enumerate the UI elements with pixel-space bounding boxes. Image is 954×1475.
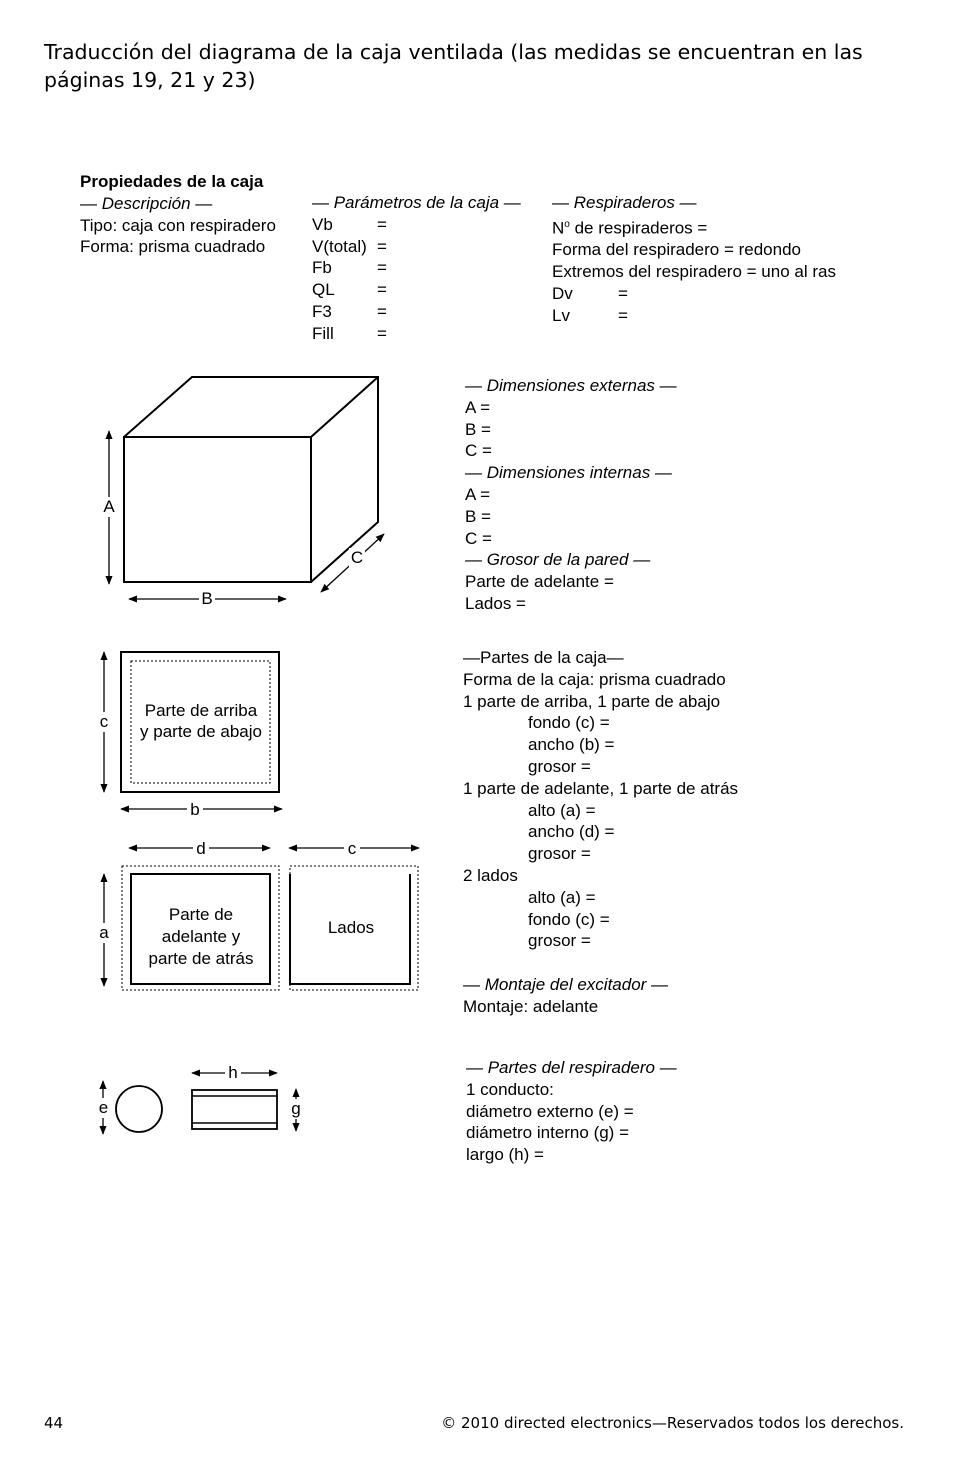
parts-shape: Forma de la caja: prisma cuadrado: [463, 669, 726, 689]
port-item: largo (h) =: [466, 1145, 544, 1165]
copyright: © 2010 directed electronics—Reservados todos los derechos.: [441, 1414, 904, 1432]
parts-item: ancho (b) =: [528, 735, 615, 755]
port-label-h: h: [225, 1063, 241, 1083]
dim-label-c2: c: [344, 839, 360, 859]
parts-heading: —Partes de la caja—: [463, 648, 624, 667]
param-row: Fb =: [312, 258, 387, 278]
vent-ends: Extremos del respiradero = uno al ras: [552, 262, 836, 282]
internal-c: C =: [465, 528, 492, 548]
cube-label-c: C: [350, 548, 364, 567]
external-b: B =: [465, 419, 491, 439]
port-item: 1 conducto:: [466, 1079, 554, 1099]
port-label-e: e: [96, 1098, 111, 1118]
dim-label-d: d: [193, 839, 209, 859]
vent-shape: Forma del respiradero = redondo: [552, 240, 801, 260]
wall-heading: — Grosor de la pared —: [465, 550, 651, 570]
internal-b: B =: [465, 506, 491, 526]
sides-label: Lados: [327, 918, 375, 937]
param-row: QL =: [312, 280, 387, 300]
wall-sides: Lados =: [465, 593, 526, 613]
vents-heading: — Respiraderos —: [552, 193, 697, 212]
properties-heading: Propiedades de la caja: [80, 172, 264, 191]
front-back-label: Parte de adelante y parte de atrás: [148, 905, 254, 968]
wall-front: Parte de adelante =: [465, 572, 614, 592]
page-title: Traducción del diagrama de la caja ventilada (las medidas se encuentran en las páginas 19, 21 y 23): [44, 40, 863, 92]
parameters-heading: — Parámetros de la caja —: [312, 193, 521, 212]
parts-group-front-back: 1 parte de adelante, 1 parte de atrás: [463, 778, 739, 798]
parts-item: grosor =: [528, 931, 591, 951]
internal-a: A =: [465, 484, 491, 504]
port-heading: — Partes del respiradero —: [466, 1058, 677, 1077]
dim-label-c: c: [96, 712, 112, 732]
port-arrows: [103, 1073, 296, 1134]
parts-item: ancho (d) =: [528, 822, 615, 842]
param-row: V(total) =: [312, 236, 387, 256]
box-shape: Forma: prisma cuadrado: [80, 237, 266, 257]
description-heading: — Descripción —: [80, 193, 213, 213]
internal-heading: — Dimensiones internas —: [465, 463, 672, 483]
param-row: Vb =: [312, 214, 387, 234]
vent-count: $N^o$ de respiraderos =: [552, 218, 708, 238]
dim-label-a: a: [96, 923, 112, 943]
parts-item: grosor =: [528, 844, 591, 864]
port-label-g: g: [288, 1099, 304, 1119]
vent-row: Lv =: [552, 305, 628, 325]
page-number: 44: [44, 1414, 64, 1432]
port-diagram: [116, 1086, 277, 1132]
cube-dimension-arrows: [109, 431, 384, 599]
parts-item: alto (a) =: [528, 887, 596, 907]
external-c: C =: [465, 441, 492, 461]
parts-group-sides: 2 lados: [463, 865, 518, 885]
vent-row: Dv =: [552, 283, 628, 303]
param-row: F3 =: [312, 301, 387, 321]
parts-item: alto (a) =: [528, 800, 596, 820]
top-bottom-label: Parte de arriba y parte de abajo: [140, 701, 262, 741]
external-a: A =: [465, 397, 491, 417]
cube-diagram: [124, 377, 378, 582]
port-item: diámetro externo (e) =: [466, 1101, 634, 1121]
driver-heading: — Montaje del excitador —: [463, 975, 669, 994]
dim-label-b: b: [187, 800, 203, 820]
external-heading: — Dimensiones externas —: [465, 376, 677, 395]
box-type: Tipo: caja con respiradero: [80, 215, 276, 235]
parts-item: fondo (c) =: [528, 909, 610, 929]
param-row: Fill =: [312, 323, 387, 343]
parts-item: fondo (c) =: [528, 713, 610, 733]
parts-item: grosor =: [528, 756, 591, 776]
port-item: diámetro interno (g) =: [466, 1123, 629, 1143]
parts-group-top-bottom: 1 parte de arriba, 1 parte de abajo: [463, 691, 721, 711]
driver-mounting-value: Montaje: adelante: [463, 996, 599, 1016]
cube-label-a: A: [101, 497, 117, 517]
cube-label-b: B: [199, 589, 215, 609]
